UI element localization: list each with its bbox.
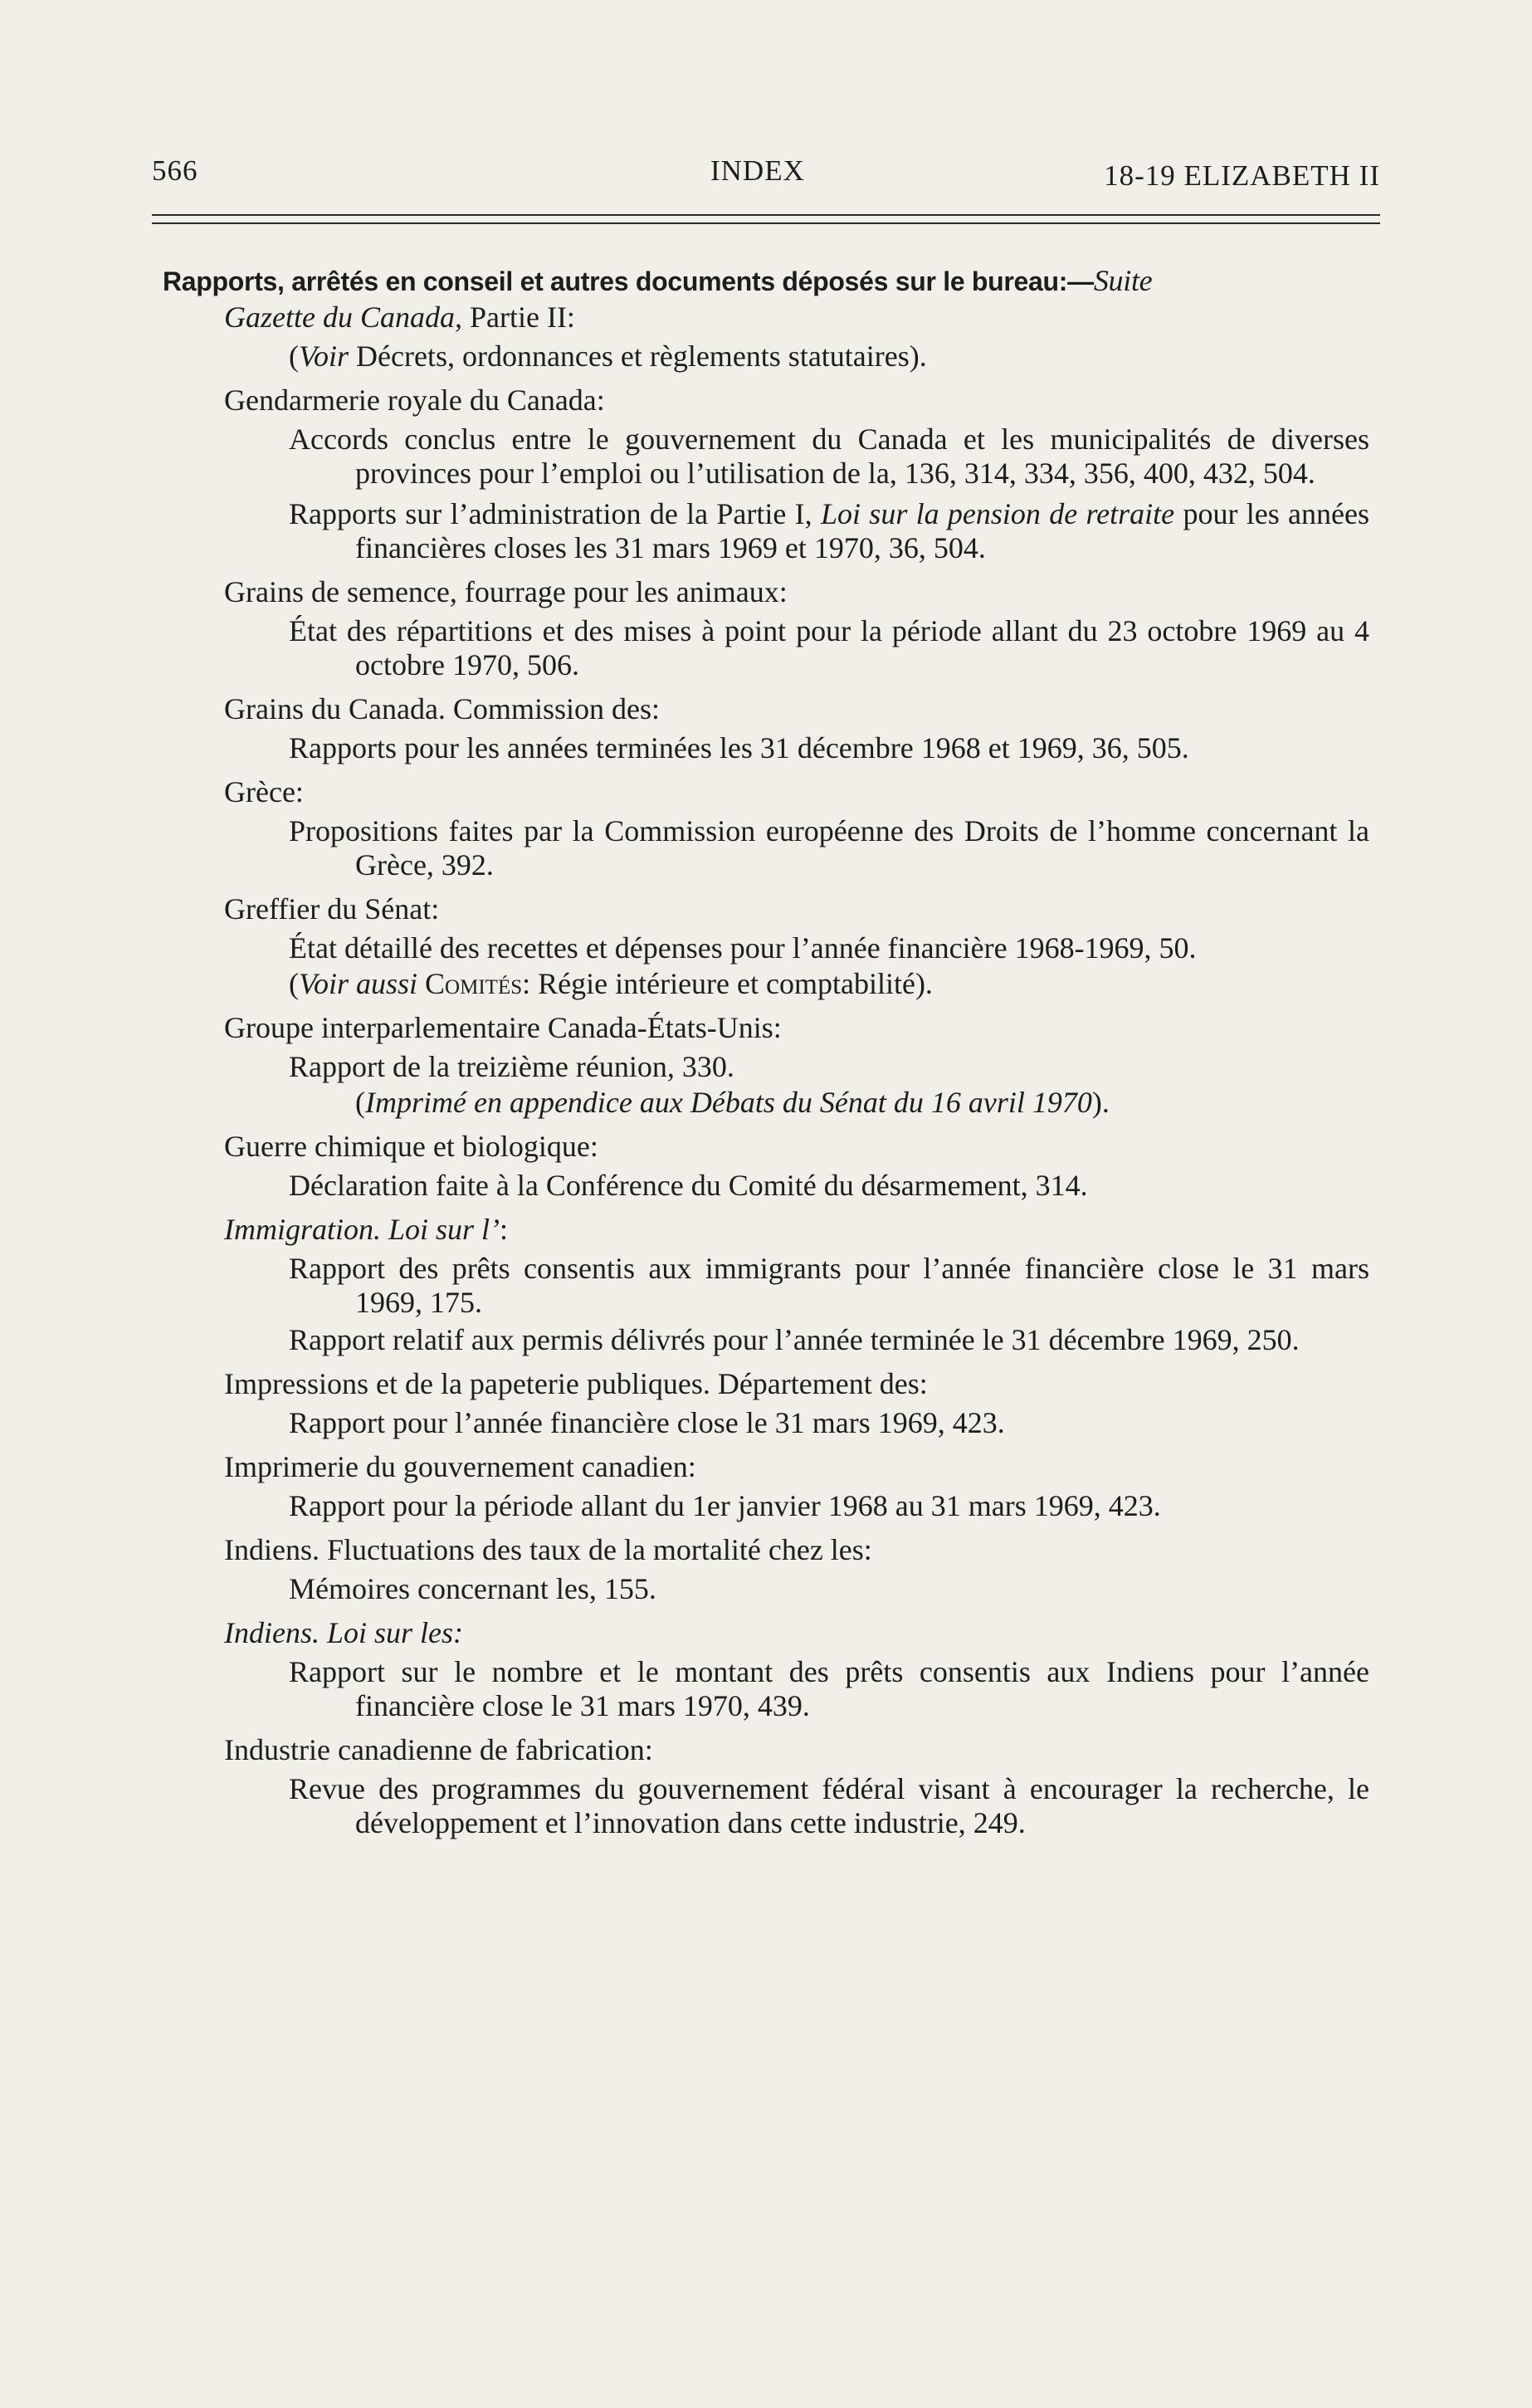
entry-title: Imprimerie du gouvernement canadien: (224, 1450, 696, 1483)
entry-sub: Déclaration faite à la Conférence du Comité du désarmement, 314. (289, 1169, 1088, 1202)
entry-title: Groupe interparlementaire Canada-États-Unis: (224, 1011, 782, 1044)
entry-title: Impressions et de la papeterie publiques. Département des: (224, 1367, 928, 1400)
header-rule-bottom (152, 222, 1380, 224)
entry-title: Indiens. Loi sur les: (224, 1616, 463, 1649)
entry-sub: État détaillé des recettes et dépenses pour l’année financière 1968-1969, 50. (289, 931, 1197, 965)
entry-title: Industrie canadienne de fabrication: (224, 1733, 653, 1766)
entry-sub: Mémoires concernant les, 155. (289, 1572, 656, 1605)
page-header (152, 154, 1380, 196)
entry-sub: Rapports sur l’administration de la Partie I, Loi sur la pension de retraite pour les années financières closes les 31 mars 1969 et 1970, 36, 504. (289, 497, 1369, 564)
entry-title: Grèce: (224, 775, 304, 808)
entry-sub: Revue des programmes du gouvernement fédéral visant à encourager la recherche, le développement et l’innovation dans cette industrie, 249. (289, 1772, 1369, 1839)
entry-title: Greffier du Sénat: (224, 892, 440, 926)
entry-sub: État des répartitions et des mises à point pour la période allant du 23 octobre 1969 au 4 octobre 1970, 506. (289, 614, 1369, 681)
entry-sub: Rapport pour l’année financière close le 31 mars 1969, 423. (289, 1406, 1005, 1439)
entry-sub: Rapport relatif aux permis délivrés pour l’année terminée le 31 décembre 1969, 250. (289, 1323, 1300, 1356)
entry-sub: (Voir aussi Comités: Régie intérieure et comptabilité). (289, 967, 933, 1000)
entry-title: Indiens. Fluctuations des taux de la mortalité chez les: (224, 1533, 872, 1566)
entry-title: Immigration. Loi sur l’: (224, 1213, 509, 1246)
entry-sub: Propositions faites par la Commission européenne des Droits de l’homme concernant la Grèce, 392. (289, 814, 1369, 882)
entry-sub: (Imprimé en appendice aux Débats du Sénat du 16 avril 1970). (355, 1086, 1110, 1119)
entry-title: Guerre chimique et biologique: (224, 1130, 598, 1163)
entry-title: Gazette du Canada, Partie II: (224, 300, 575, 334)
entry-sub: Rapport des prêts consentis aux immigrants pour l’année financière close le 31 mars 1969, 175. (289, 1252, 1369, 1319)
entry-title: Grains de semence, fourrage pour les animaux: (224, 575, 788, 608)
header-center: INDEX (710, 154, 805, 187)
page-number: 566 (152, 154, 198, 187)
entry-sub: Rapport sur le nombre et le montant des prêts consentis aux Indiens pour l’année financière close le 31 mars 1970, 439. (289, 1655, 1369, 1722)
entry-sub: Rapport de la treizième réunion, 330. (289, 1050, 734, 1083)
entry-sub: Rapport pour la période allant du 1er janvier 1968 au 31 mars 1969, 423. (289, 1489, 1161, 1522)
entry-title: Gendarmerie royale du Canada: (224, 383, 605, 417)
header-rule-top (152, 214, 1380, 216)
running-head: Rapports, arrêtés en conseil et autres documents déposés sur le bureau:—Suite (163, 264, 1153, 297)
entry-sub: Rapports pour les années terminées les 31 décembre 1968 et 1969, 36, 505. (289, 731, 1189, 764)
entry-sub: Accords conclus entre le gouvernement du Canada et les municipalités de diverses provinces pour l’emploi ou l’utilisation de la, 136, 314, 334, 356, 400, 432, 504. (289, 422, 1369, 490)
index-content (163, 264, 1369, 1840)
entry-sub: (Voir Décrets, ordonnances et règlements statutaires). (289, 339, 927, 373)
header-right: 18-19 ELIZABETH II (1104, 159, 1380, 192)
entry-title: Grains du Canada. Commission des: (224, 692, 660, 725)
